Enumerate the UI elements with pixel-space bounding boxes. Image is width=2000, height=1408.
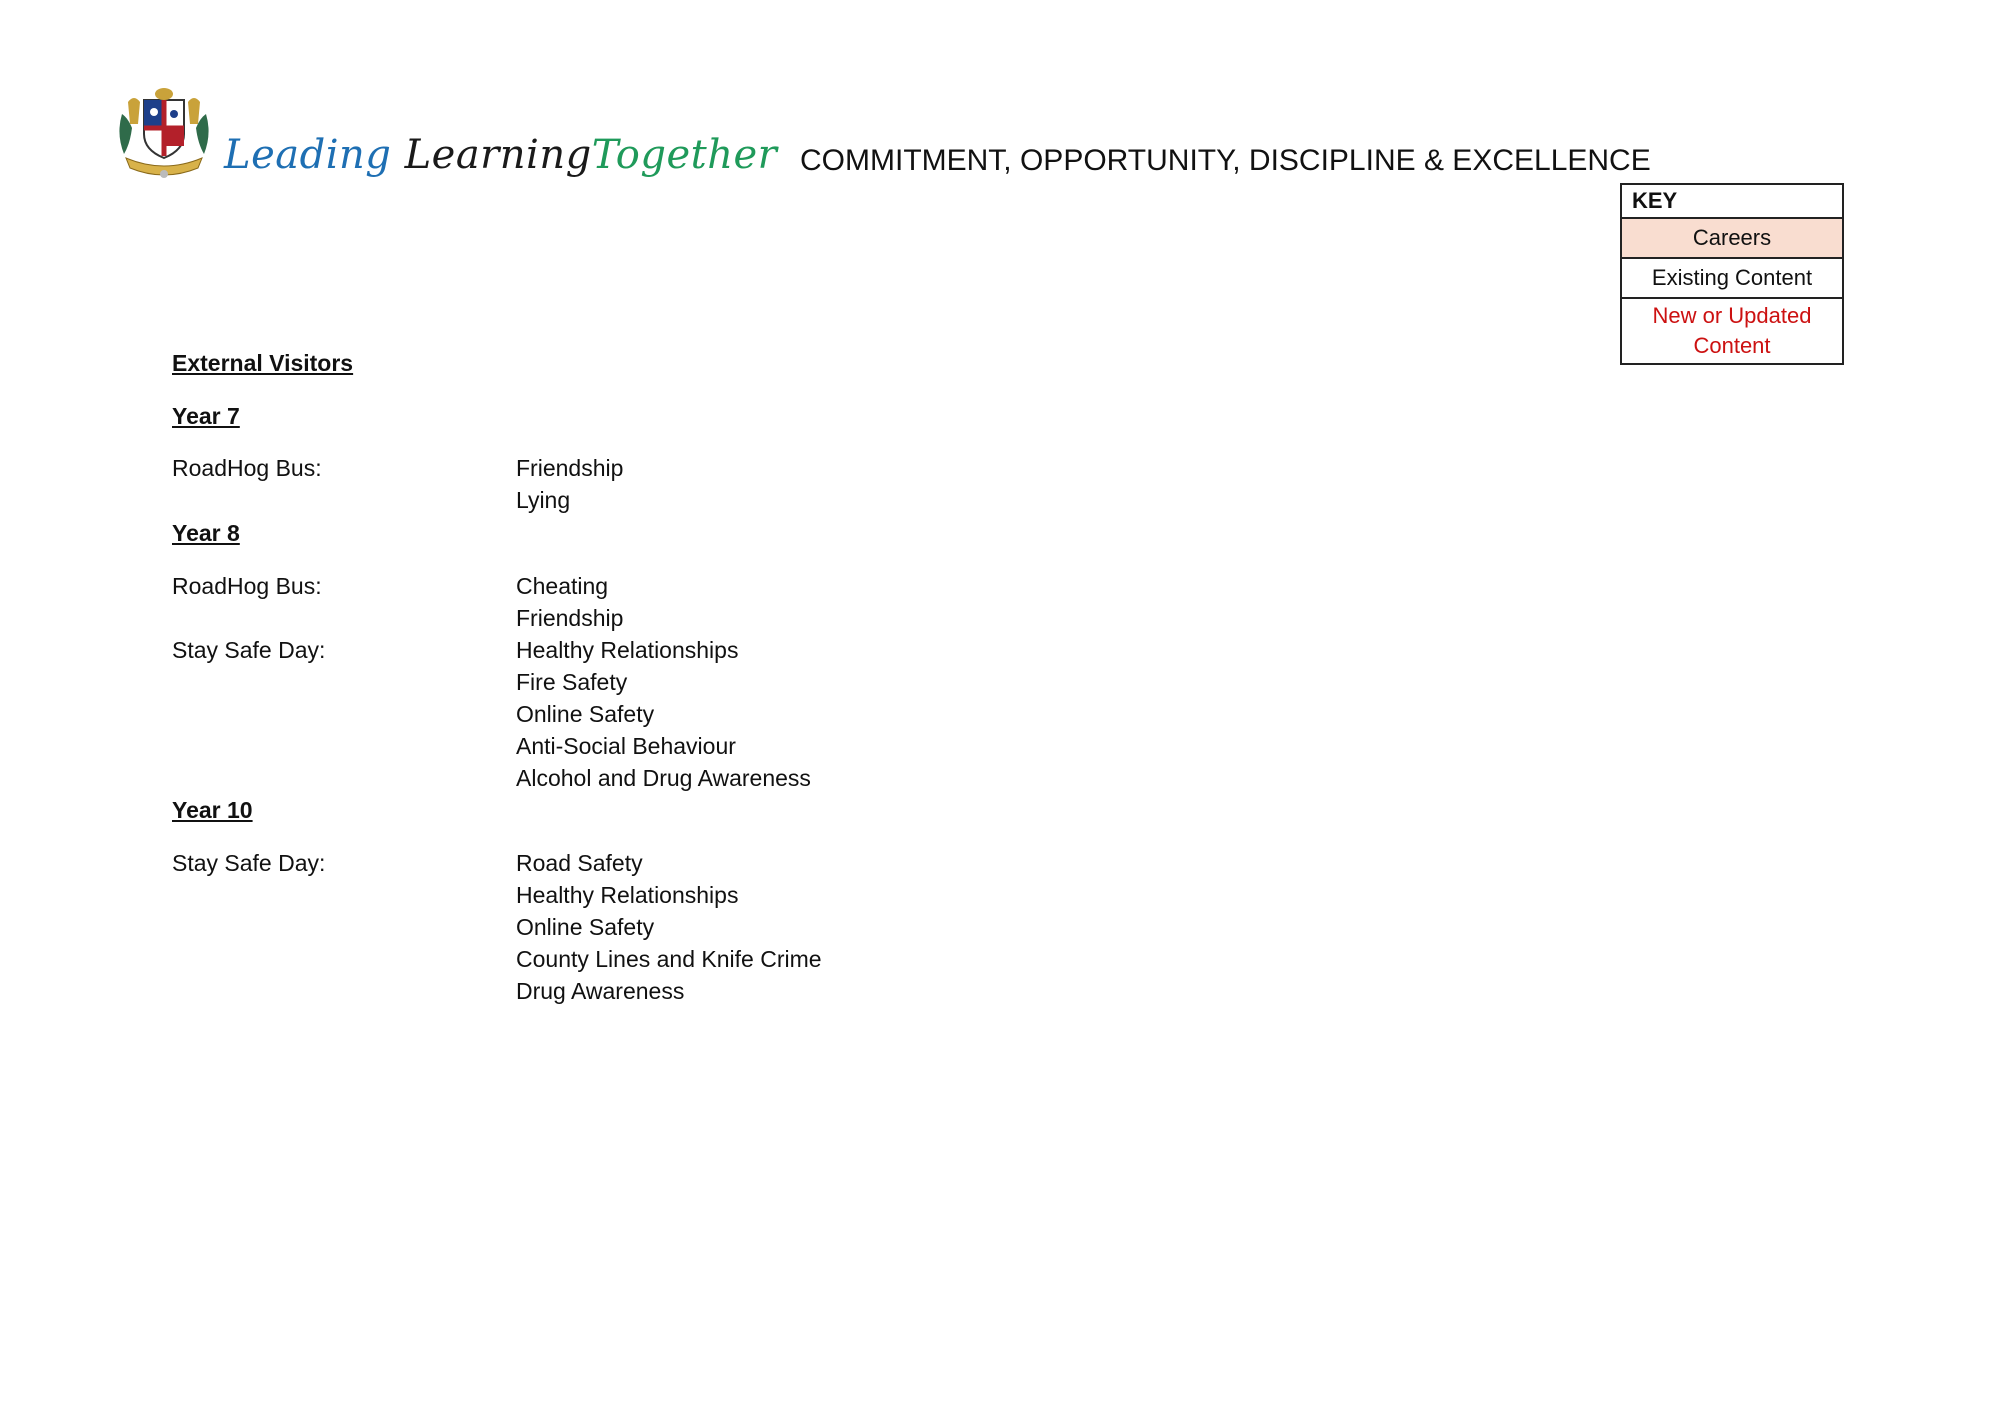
visit-topics xyxy=(516,570,623,634)
visit-topics xyxy=(516,847,822,1007)
section-heading-year-7: Year 7 xyxy=(172,403,240,429)
tagline-word-learning: Learning xyxy=(404,132,592,178)
visit-label: Stay Safe Day: xyxy=(172,850,326,876)
topic-item: Drug Awareness xyxy=(516,978,685,1004)
topic-item: Online Safety xyxy=(516,701,655,727)
visit-label: Stay Safe Day: xyxy=(172,637,326,663)
section-heading-year-8: Year 8 xyxy=(172,520,240,546)
visit-label: RoadHog Bus: xyxy=(172,455,322,481)
visit-label: RoadHog Bus: xyxy=(172,573,322,599)
visit-topics xyxy=(516,452,623,516)
key-new-updated-content: New or Updated Content xyxy=(1622,297,1842,363)
school-motto: COMMITMENT, OPPORTUNITY, DISCIPLINE & EXCELLENCE xyxy=(800,144,1651,177)
topic-item: Lying xyxy=(516,487,571,513)
topic-item: County Lines and Knife Crime xyxy=(516,946,822,972)
tagline-word-leading: Leading xyxy=(224,132,392,178)
topic-item: Alcohol and Drug Awareness xyxy=(516,765,811,791)
topic-item: Healthy Relationships xyxy=(516,637,739,663)
school-tagline xyxy=(224,132,777,178)
key-careers: Careers xyxy=(1622,217,1842,257)
topic-item: Friendship xyxy=(516,455,624,481)
topic-item: Cheating xyxy=(516,573,609,599)
key-title: KEY xyxy=(1632,188,1678,213)
topic-item: Online Safety xyxy=(516,914,655,940)
section-heading-year-10: Year 10 xyxy=(172,797,253,823)
visit-topics xyxy=(516,634,811,794)
topic-item: Fire Safety xyxy=(516,669,628,695)
topic-item: Healthy Relationships xyxy=(516,882,739,908)
topic-item: Road Safety xyxy=(516,850,643,876)
tagline-word-together: Together xyxy=(591,132,778,178)
key-existing-content: Existing Content xyxy=(1622,257,1842,297)
crest-icon xyxy=(114,84,214,180)
page-title: External Visitors xyxy=(172,350,354,376)
key-table xyxy=(1620,183,1844,365)
topic-item: Anti-Social Behaviour xyxy=(516,733,736,759)
school-crest-logo xyxy=(114,84,214,180)
topic-item: Friendship xyxy=(516,605,624,631)
